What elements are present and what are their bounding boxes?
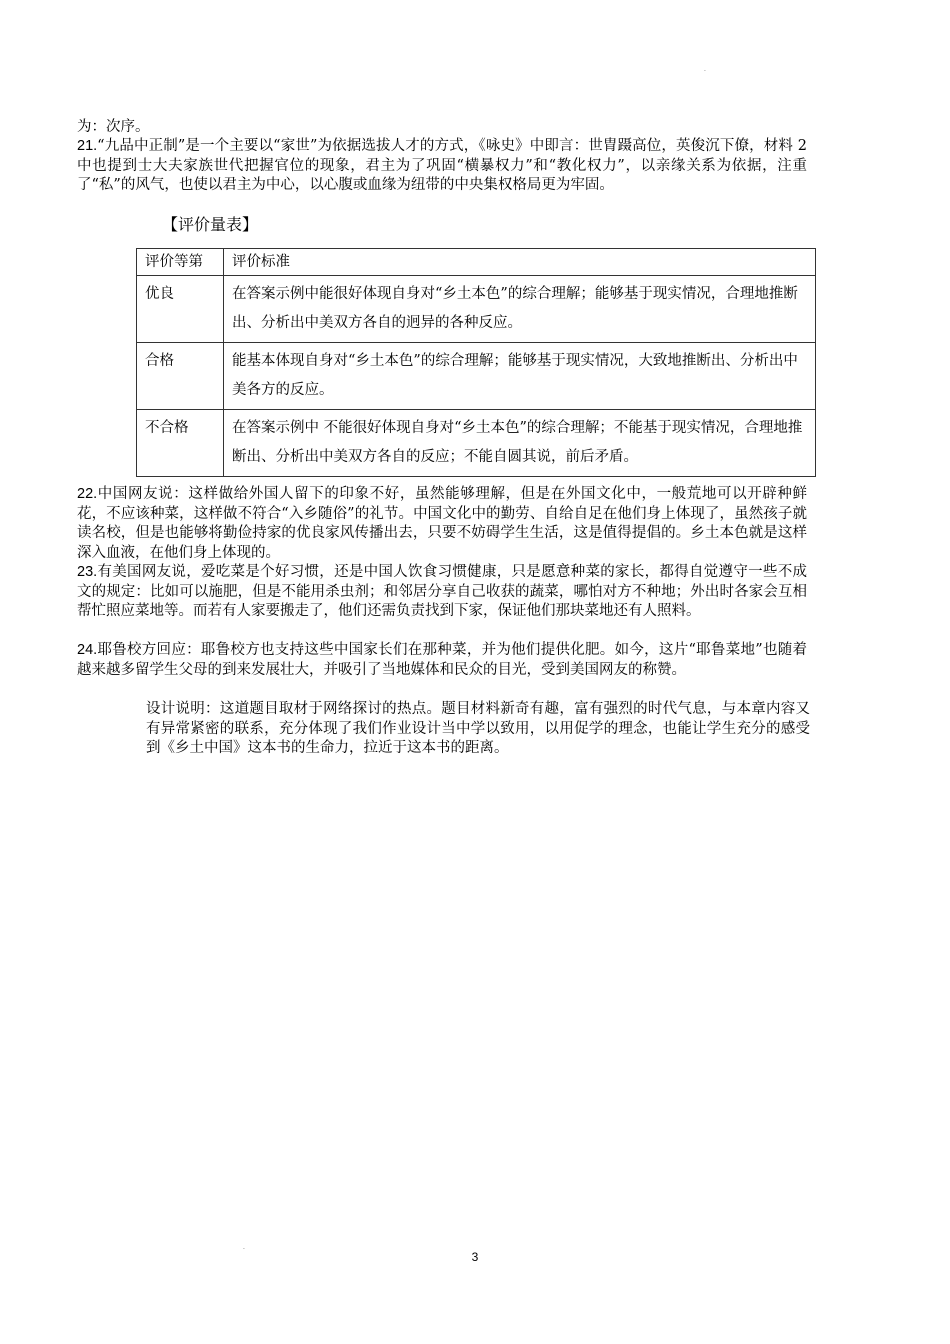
table-row	[137, 410, 816, 477]
item-number: 22.	[77, 486, 98, 502]
criteria-cell: 能基本体现自身对“乡土本色”的综合理解；能够基于现实情况，大致地推断出、分析出中美各方的反应。	[224, 343, 816, 410]
table-row	[137, 343, 816, 410]
paragraph-23	[77, 563, 807, 622]
table-row	[137, 276, 816, 343]
scan-dot: ·	[243, 1246, 245, 1253]
criteria-cell: 在答案示例中 不能很好体现自身对“乡土本色”的综合理解；不能基于现实情况，合理地推断出、分析出中美双方各自的反应；不能自圆其说，前后矛盾。	[224, 410, 816, 477]
item-number: 21.	[77, 138, 98, 154]
header-grade: 评价等第	[137, 249, 224, 276]
design-note: 设计说明：这道题目取材于网络探讨的热点。题目材料新奇有趣，富有强烈的时代气息，与本章内容又有异常紧密的联系，充分体现了我们作业设计当中学以致用，以用促学的理念，也能让学生充分的感受到《乡土中国》这本书的生命力，拉近于这本书的距离。	[146, 701, 810, 756]
paragraph-text: “九品中正制”是一个主要以“家世”为依据选拔人才的方式，《咏史》中即言：世胄蹑高位，英俊沉下僚，材料 2 中也提到士大夫家族世代把握官位的现象，君主为了巩固“横暴权力”和“教化权力”，以亲缘关系为依据，注重了“私”的风气，也使以君主为中心，以心腹或血缘为纽带的中央集权格局更为牢固。	[77, 138, 807, 193]
grade-cell: 优良	[137, 276, 224, 343]
paragraph-24	[77, 641, 807, 680]
paragraph-21	[77, 137, 807, 196]
table-header-row	[137, 249, 816, 276]
paragraph-22	[77, 485, 807, 563]
table-title: 【评价量表】	[162, 215, 259, 234]
scan-dot: ·	[704, 68, 706, 75]
grade-cell: 不合格	[137, 410, 224, 477]
grade-cell: 合格	[137, 343, 224, 410]
criteria-cell: 在答案示例中能很好体现自身对“乡土本色”的综合理解；能够基于现实情况，合理地推断出、分析出中美双方各自的迥异的各种反应。	[224, 276, 816, 343]
page-number: 3	[471, 1250, 479, 1264]
paragraph-text: 有美国网友说，爱吃菜是个好习惯，还是中国人饮食习惯健康，只是愿意种菜的家长，都得自觉遵守一些不成文的规定：比如可以施肥，但是不能用杀虫剂；和邻居分享自己收获的蔬菜，哪怕对方不种地；外出时各家会互相帮忙照应菜地等。而若有人家要搬走了，他们还需负责找到下家，保证他们那块菜地还有人照料。	[77, 564, 807, 619]
paragraph-text: 耶鲁校方回应：耶鲁校方也支持这些中国家长们在那种菜，并为他们提供化肥。如今，这片“耶鲁菜地”也随着越来越多留学生父母的到来发展壮大，并吸引了当地媒体和民众的目光，受到美国网友的称赞。	[77, 642, 807, 678]
paragraph-text: 中国网友说：这样做给外国人留下的印象不好，虽然能够理解，但是在外国文化中，一般荒地可以开辟种鲜花，不应该种菜，这样做不符合“入乡随俗”的礼节。中国文化中的勤劳、自给自足在他们身上体现了，虽然孩子就读名校，但是也能够将勤俭持家的优良家风传播出去，只要不妨碍学生生活，这是值得提倡的。乡土本色就是这样深入血液，在他们身上体现的。	[77, 486, 807, 561]
paragraph-text: 为：次序。	[77, 119, 150, 135]
item-number: 23.	[77, 564, 98, 580]
evaluation-table	[136, 248, 816, 477]
header-criteria: 评价标准	[224, 249, 816, 276]
paragraph-continuation	[77, 118, 807, 138]
item-number: 24.	[77, 642, 98, 658]
